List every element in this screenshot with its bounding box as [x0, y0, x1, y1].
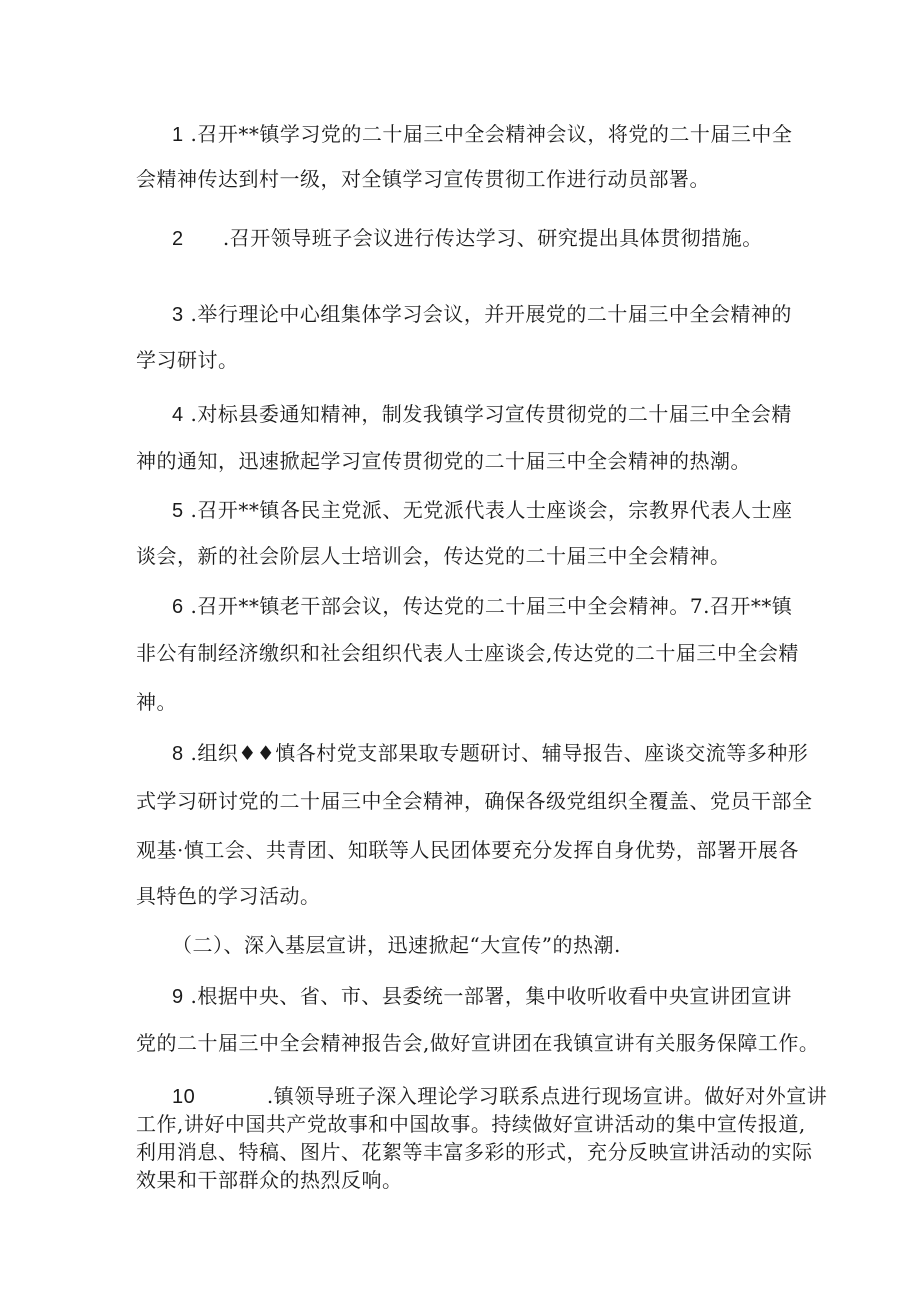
- item-4-line-1: [172, 402, 792, 427]
- item-10-text-1: .镇领导班子深入理论学习联系点进行现场宣讲。做好对外宣讲: [266, 1084, 828, 1108]
- item-2-line-1: [172, 226, 763, 251]
- item-2-text-1: .召开领导班子会议进行传达学习、研究提出具体贯彻措施。: [222, 226, 763, 250]
- item-9-number: 9: [172, 986, 184, 1008]
- section-heading: [172, 933, 621, 957]
- item-8-line-4: [136, 884, 321, 908]
- item-6-line-1: [172, 594, 792, 619]
- section-heading-text: （二）、深入基层宣讲，迅速掀起“大宣传”的热潮.: [172, 933, 621, 957]
- item-6-line-2: [136, 641, 799, 665]
- item-8-number: 8: [172, 743, 184, 765]
- item-4-number: 4: [172, 404, 184, 426]
- item-8-line-2: [136, 789, 813, 813]
- item-6-text-3: 神。: [136, 690, 177, 714]
- item-9-text-2: 党的二十届三中全会精神报告会,做好宣讲团在我镇宣讲有关服务保障工作。: [136, 1031, 820, 1055]
- item-3-line-1: [172, 302, 792, 327]
- item-10-line-1: [172, 1084, 827, 1109]
- item-2-number: 2: [172, 228, 184, 250]
- item-8-text-4: 具特色的学习活动。: [136, 884, 321, 908]
- item-9-text-1: .根据中央、省、市、县委统一部署，集中收听收看中央宣讲团宣讲: [190, 984, 792, 1008]
- item-10-text-3: 利用消息、特稿、图片、花絮等丰富多彩的形式，充分反映宣讲活动的实际: [136, 1140, 813, 1164]
- item-5-number: 5: [172, 500, 184, 522]
- item-4-line-2: [136, 449, 751, 473]
- item-10-text-4: 效果和干部群众的热烈反响。: [136, 1168, 403, 1192]
- item-8-text-3: 观基·慎工会、共青团、知联等人民团体要充分发挥自身优势，部署开展各: [136, 838, 799, 862]
- item-5-line-2: [136, 544, 731, 568]
- item-3-line-2: [136, 348, 239, 372]
- item-10-line-4: [136, 1168, 403, 1192]
- item-4-text-1: .对标县委通知精神，制发我镇学习宣传贯彻党的二十届三中全会精: [190, 402, 792, 426]
- item-6-number: 6: [172, 596, 184, 618]
- item-9-line-1: [172, 984, 792, 1009]
- item-9-line-2: [136, 1031, 819, 1055]
- item-8-text-2: 式学习研讨党的二十届三中全会精神，确保各级党组织全覆盖、党员干部全: [136, 789, 813, 813]
- item-6-line-3: [136, 690, 177, 714]
- item-10-line-3: [136, 1140, 813, 1164]
- item-1-line-2: [136, 167, 710, 191]
- item-10-text-2: 工作,讲好中国共产党故事和中国故事。持续做好宣讲活动的集中宣传报道,: [136, 1112, 806, 1136]
- item-5-text-1: .召开**镇各民主党派、无党派代表人士座谈会，宗教界代表人士座: [190, 498, 793, 522]
- item-3-text-2: 学习研讨。: [136, 348, 239, 372]
- item-8-text-1: .组织♦♦慎各村党支部果取专题研讨、辅导报告、座谈交流等多种形: [190, 741, 809, 765]
- item-6-text-1: .召开**镇老干部会议，传达党的二十届三中全会精神。7.召开**镇: [190, 594, 793, 618]
- item-5-line-1: [172, 498, 792, 523]
- item-1-text-1: .召开**镇学习党的二十届三中全会精神会议，将党的二十届三中全: [190, 122, 793, 146]
- item-8-line-1: [172, 741, 808, 766]
- item-5-text-2: 谈会，新的社会阶层人士培训会，传达党的二十届三中全会精神。: [136, 544, 731, 568]
- item-1-line-1: [172, 122, 792, 147]
- item-6-text-2: 非公有制经济缴织和社会组织代表人士座谈会,传达党的二十届三中全会精: [136, 641, 799, 665]
- item-8-line-3: [136, 838, 799, 862]
- item-10-number: 10: [172, 1086, 196, 1108]
- item-3-text-1: .举行理论中心组集体学习会议，并开展党的二十届三中全会精神的: [190, 302, 792, 326]
- item-1-text-2: 会精神传达到村一级，对全镇学习宣传贯彻工作进行动员部署。: [136, 167, 710, 191]
- item-4-text-2: 神的通知，迅速掀起学习宣传贯彻党的二十届三中全会精神的热潮。: [136, 449, 751, 473]
- item-1-number: 1: [172, 124, 184, 146]
- item-10-line-2: [136, 1112, 806, 1136]
- item-3-number: 3: [172, 304, 184, 326]
